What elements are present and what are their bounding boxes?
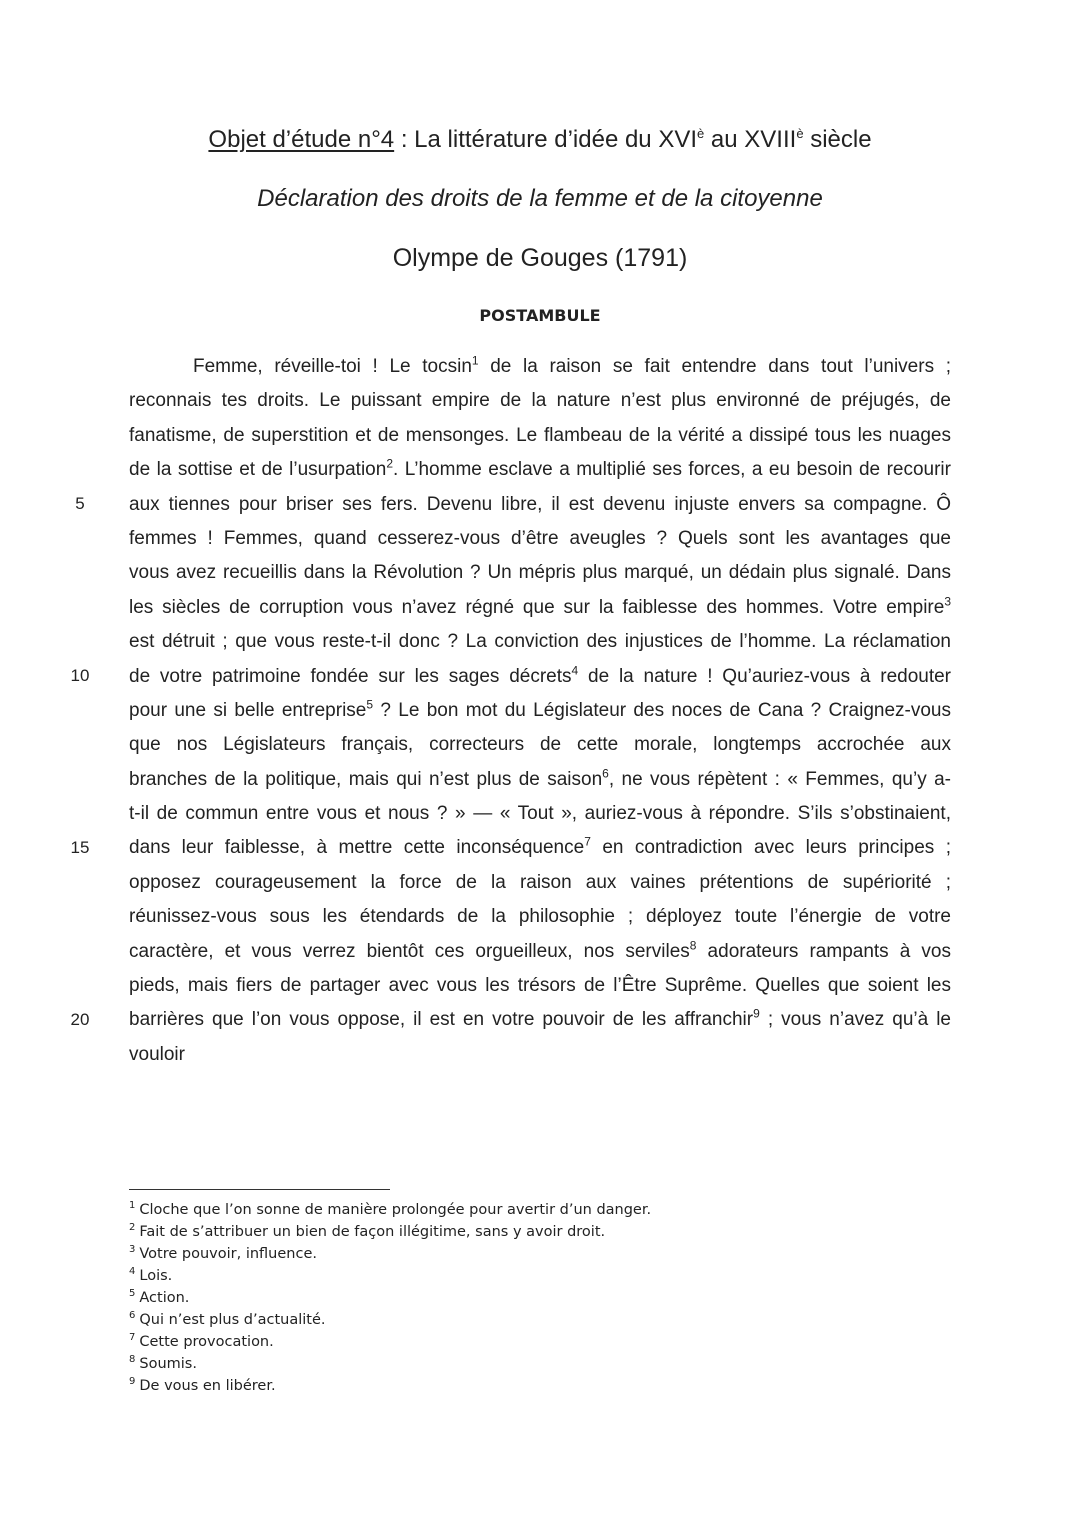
text-line-rest: , ne vous répètent : « Femmes, qu’y a- <box>608 768 951 790</box>
study-object-sup-b: è <box>796 126 804 141</box>
line-number: 10 <box>70 666 90 685</box>
footnote <box>129 1287 829 1309</box>
text-line-main: caractère, et vous verrez bientôt ces orgueilleux, nos serviles <box>129 940 690 962</box>
footnote <box>129 1309 829 1331</box>
footnote-number: 1 <box>129 1200 136 1212</box>
footnote-ref: 2 <box>386 456 393 471</box>
line-number: 5 <box>75 494 85 513</box>
text-line <box>129 350 951 384</box>
text-line-main: femmes ! Femmes, quand cesserez-vous d’être aveugles ? Quels sont les avantages que <box>129 527 951 549</box>
text-line-main: branches de la politique, mais qui n’est plus de saison <box>129 768 603 790</box>
text-line <box>129 384 951 418</box>
footnote-number: 7 <box>129 1332 136 1344</box>
text-line-rest: en contradiction avec leurs principes ; <box>590 837 951 859</box>
footnote-ref: 9 <box>753 1007 760 1022</box>
text-line-rest: ; vous n’avez qu’à le <box>759 1009 951 1031</box>
text-line <box>129 969 951 1003</box>
text-line <box>129 900 951 934</box>
footnote-text: Cette provocation. <box>139 1334 274 1350</box>
footnote-number: 8 <box>129 1354 136 1366</box>
author-line: Olympe de Gouges (1791) <box>392 244 688 272</box>
text-line <box>129 556 951 590</box>
footnote <box>129 1265 829 1287</box>
footnote-ref: 5 <box>366 697 374 712</box>
text-line-main: Femme, réveille-toi ! Le tocsin <box>193 356 472 377</box>
footnote-text: Qui n’est plus d’actualité. <box>139 1312 326 1328</box>
footnote-number: 5 <box>129 1288 136 1300</box>
text-line-rest: ? Le bon mot du Législateur des noces de Cana ? Craignez-vous <box>373 699 951 721</box>
text-line-main: fanatisme, de superstition et de mensonges. Le flambeau de la vérité a dissipé tous les nuages <box>129 424 951 446</box>
footnote-ref: 1 <box>471 353 479 368</box>
text-line-rest: . L’homme esclave a multiplié ses forces, a eu besoin de recourir <box>393 459 951 481</box>
text-line <box>129 522 951 556</box>
text-line <box>129 728 951 762</box>
text-line-rest: de la raison se fait entendre dans tout l’univers ; <box>478 356 951 377</box>
text-line-rest: de la nature ! Qu’auriez-vous à redouter <box>578 665 952 687</box>
line-number: 20 <box>70 1010 90 1029</box>
footnote-number: 2 <box>129 1222 136 1234</box>
study-object-text-c: siècle <box>803 126 872 153</box>
text-line-main: réunissez-vous sous les étendards de la philosophie ; déployez toute l’énergie de votre <box>129 906 951 928</box>
work-title: Déclaration des droits de la femme et de la citoyenne <box>257 185 823 212</box>
text-line-main: aux tiennes pour briser ses fers. Devenu libre, il est devenu injuste envers sa compagne. Ô <box>129 493 951 515</box>
text-line <box>129 831 951 865</box>
footnote-text: Cloche que l’on sonne de manière prolongée pour avertir d’un danger. <box>139 1202 652 1218</box>
footnote-text: Lois. <box>139 1268 173 1284</box>
footnote-ref: 4 <box>571 663 579 678</box>
text-line <box>129 797 951 831</box>
footnote-text: Votre pouvoir, influence. <box>139 1246 317 1262</box>
study-object-text-a: : La littérature d’idée du XVI <box>394 126 698 153</box>
footnote <box>129 1221 829 1243</box>
text-line-main: que nos Législateurs français, correcteurs de cette morale, longtemps accrochée aux <box>129 734 951 756</box>
study-object-heading <box>0 126 1080 154</box>
footnote-number: 3 <box>129 1244 136 1256</box>
text-line <box>129 419 951 453</box>
footnote-text: De vous en libérer. <box>139 1378 276 1394</box>
footnote-text: Soumis. <box>139 1356 197 1372</box>
footnote-ref: 8 <box>689 938 697 953</box>
text-line-main: opposez courageusement la force de la raison aux vaines prétentions de supériorité ; <box>129 871 951 893</box>
footnote-text: Fait de s’attribuer un bien de façon illégitime, sans y avoir droit. <box>139 1224 606 1240</box>
footnote-number: 6 <box>129 1310 136 1322</box>
study-object-sup-a: è <box>697 126 705 141</box>
text-line-main: est détruit ; que vous reste-t-il donc ? La conviction des injustices de l’homme. La réclamation <box>129 631 951 653</box>
postambule-text <box>129 350 951 1072</box>
study-object-label: Objet d’étude n°4 <box>208 126 395 153</box>
footnote-text: Action. <box>139 1290 190 1306</box>
text-line-main: pieds, mais fiers de partager avec vous les trésors de l’Être Suprême. Quelles que soient les <box>129 975 951 997</box>
text-line <box>129 1003 951 1037</box>
footnote <box>129 1243 829 1265</box>
footnote <box>129 1375 829 1397</box>
text-line <box>129 660 951 694</box>
text-line <box>129 763 951 797</box>
text-line-main: vouloir <box>129 1043 185 1065</box>
text-line <box>129 453 951 487</box>
study-object-text-b: au XVIII <box>704 126 797 153</box>
footnote-ref: 6 <box>602 766 609 781</box>
text-line <box>129 1038 951 1072</box>
text-line-main: dans leur faiblesse, à mettre cette inconséquence <box>129 837 585 859</box>
text-line-main: de la sottise et de l’usurpation <box>129 459 387 481</box>
text-line-main: barrières que l’on vous oppose, il est en votre pouvoir de les affranchir <box>129 1009 754 1031</box>
footnote <box>129 1331 829 1353</box>
footnote-separator <box>129 1189 390 1190</box>
footnotes-list <box>129 1199 829 1397</box>
line-number: 15 <box>70 838 90 857</box>
text-line <box>129 591 951 625</box>
footnote-number: 9 <box>129 1376 136 1388</box>
text-line-rest: adorateurs rampants à vos <box>696 940 951 962</box>
text-line-main: t-il de commun entre vous et nous ? » — « Tout », auriez-vous à répondre. S’ils s’obstinaient, <box>129 803 951 825</box>
footnote-number: 4 <box>129 1266 136 1278</box>
text-line <box>129 694 951 728</box>
text-line-main: pour une si belle entreprise <box>129 699 367 721</box>
text-line <box>129 866 951 900</box>
text-line-main: vous avez recueillis dans la Révolution ? Un mépris plus marqué, un dédain plus signalé. Dans <box>129 562 951 584</box>
text-line-main: de votre patrimoine fondée sur les sages décrets <box>129 665 572 687</box>
footnote <box>129 1199 829 1221</box>
section-title: POSTAMBULE <box>479 306 601 325</box>
text-line-main: reconnais tes droits. Le puissant empire de la nature n’est plus environné de préjugés, de <box>129 390 951 412</box>
footnote-ref: 7 <box>584 835 591 850</box>
footnote-ref: 3 <box>944 594 951 609</box>
footnote <box>129 1353 829 1375</box>
text-line-main: les siècles de corruption vous n’avez régné que sur la faiblesse des hommes. Votre empire <box>129 596 945 618</box>
text-line <box>129 935 951 969</box>
text-line <box>129 488 951 522</box>
text-line <box>129 625 951 659</box>
